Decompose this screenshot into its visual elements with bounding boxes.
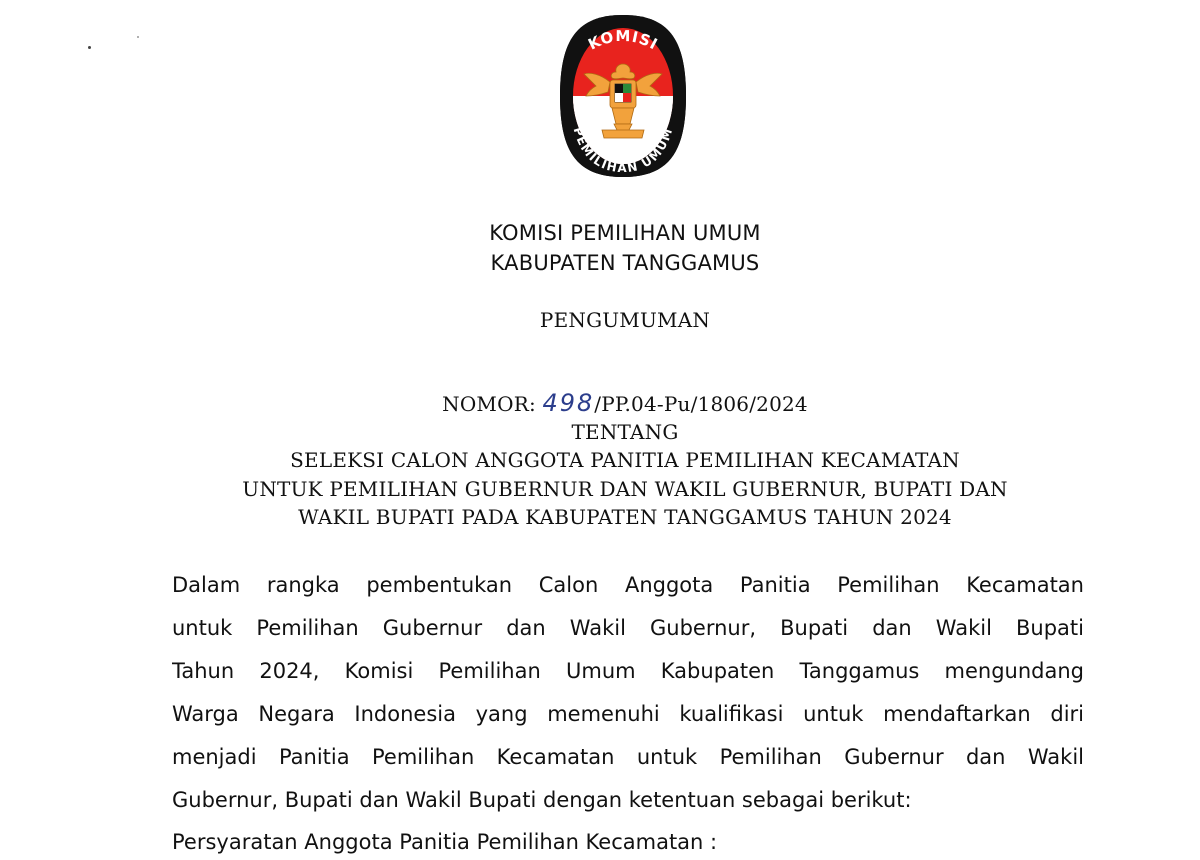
scan-speck xyxy=(137,36,139,38)
subject-line: UNTUK PEMILIHAN GUBERNUR DAN WAKIL GUBERNUR, BUPATI DAN xyxy=(242,477,1008,501)
body-line: untuk Pemilihan Gubernur dan Wakil Gubernur, Bupati dan Wakil Bupati xyxy=(172,616,1084,640)
document-type: PENGUMUMAN xyxy=(539,308,711,332)
body-line: Dalam rangka pembentukan Calon Anggota Panitia Pemilihan Kecamatan xyxy=(172,573,1084,597)
institution-region: KABUPATEN TANGGAMUS xyxy=(490,251,760,275)
logo-bottom-text: PEMILIHAN UMUM xyxy=(570,125,676,176)
document-number xyxy=(0,389,1200,417)
number-suffix: /PP.04-Pu/1806/2024 xyxy=(594,392,808,416)
shield-chest-icon xyxy=(615,84,631,102)
requirements-heading: Persyaratan Anggota Panitia Pemilihan Kecamatan : xyxy=(172,830,718,854)
kpu-logo xyxy=(552,12,694,180)
body-line: Gubernur, Bupati dan Wakil Bupati dengan ketentuan sebagai berikut: xyxy=(172,788,912,812)
scan-speck xyxy=(88,46,91,49)
about-label: TENTANG xyxy=(571,420,679,444)
number-prefix: NOMOR: xyxy=(442,392,543,416)
subject-line: SELEKSI CALON ANGGOTA PANITIA PEMILIHAN KECAMATAN xyxy=(290,448,960,472)
logo-top-text: KOMISI xyxy=(585,26,662,54)
institution-name: KOMISI PEMILIHAN UMUM xyxy=(489,221,761,245)
body-line: menjadi Panitia Pemilihan Kecamatan untuk Pemilihan Gubernur dan Wakil xyxy=(172,745,1084,769)
subject-line: WAKIL BUPATI PADA KABUPATEN TANGGAMUS TAHUN 2024 xyxy=(298,505,952,529)
handwritten-number: 498 xyxy=(542,389,595,417)
body-line: Warga Negara Indonesia yang memenuhi kualifikasi untuk mendaftarkan diri xyxy=(172,702,1084,726)
body-line: Tahun 2024, Komisi Pemilihan Umum Kabupaten Tanggamus mengundang xyxy=(172,659,1084,683)
